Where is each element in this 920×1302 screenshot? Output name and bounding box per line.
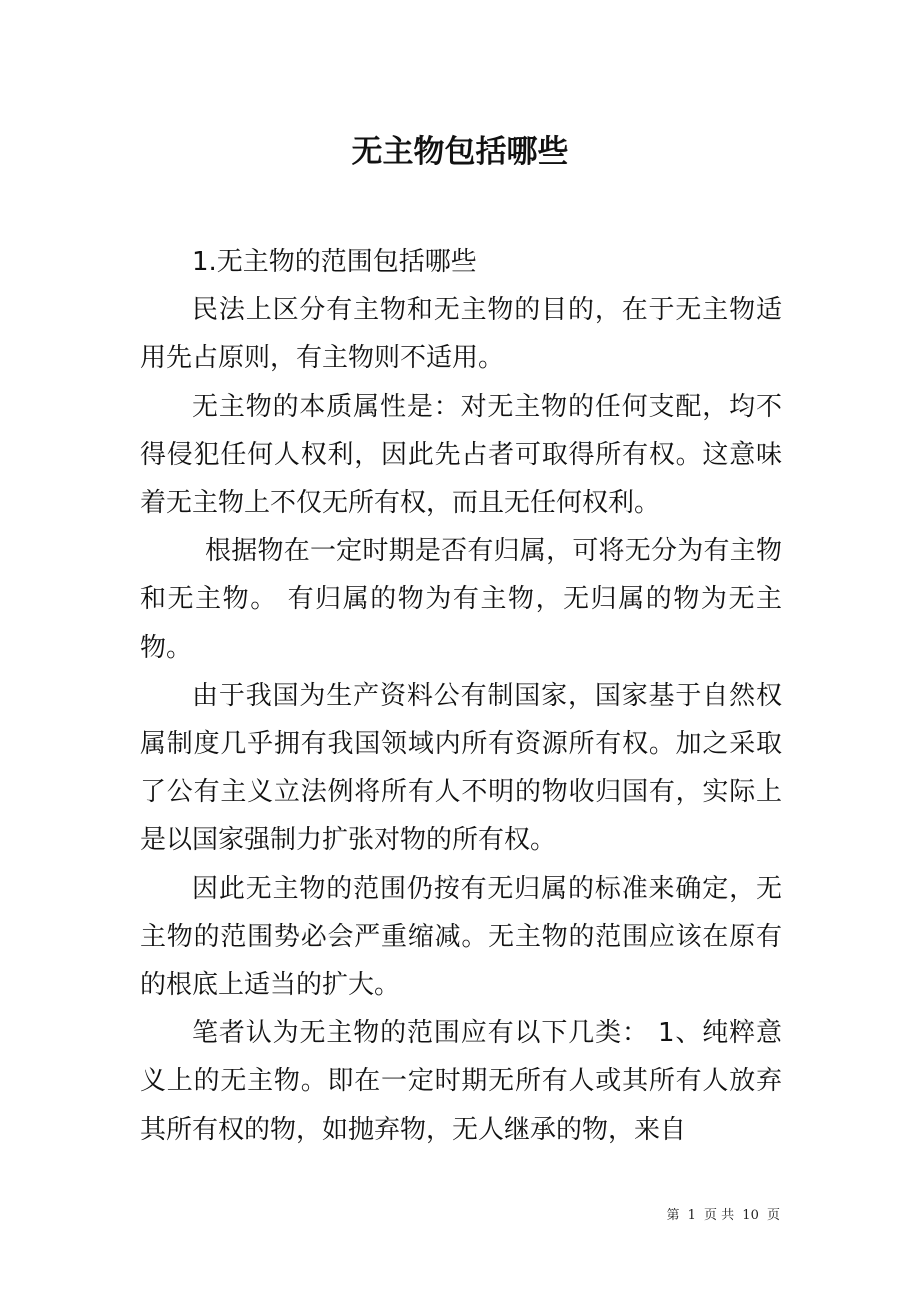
page-label-prefix: 第 xyxy=(666,1208,680,1223)
page-label-mid: 页 共 xyxy=(704,1208,735,1223)
paragraph-state-ownership: 由于我国为生产资料公有制国家，国家基于自然权属制度几乎拥有我国领域内所有资源所有权。加之采取了公有主义立法例将所有人不明的物收归国有，实际上是以国家强制力扩张对物的所有权。 xyxy=(140,680,782,856)
page-label-suffix: 页 xyxy=(766,1208,780,1223)
paragraph-classification: 根据物在一定时期是否有归属，可将无分为有主物和无主物。 有归属的物为有主物，无归属的物为无主物。 xyxy=(140,536,782,663)
total-pages-number: 10 xyxy=(742,1208,759,1223)
paragraph-purpose: 民法上区分有主物和无主物的目的，在于无主物适用先占原则，有主物则不适用。 xyxy=(140,295,782,374)
paragraph-scope-reduction: 因此无主物的范围仍按有无归属的标准来确定，无主物的范围势必会严重缩减。无主物的范围应该在原有的根底上适当的扩大。 xyxy=(140,873,782,1001)
paragraph-author-categories: 笔者认为无主物的范围应有以下几类： 1、纯粹意义上的无主物。即在一定时期无所有人或其所有人放弃其所有权的物，如抛弃物，无人继承的物，来自 xyxy=(140,1018,782,1145)
document-body xyxy=(140,238,782,1154)
paragraph-section-heading: 1.无主物的范围包括哪些 xyxy=(192,247,477,277)
document-title: 无主物包括哪些 xyxy=(351,134,569,170)
paragraph-essential-attribute: 无主物的本质属性是：对无主物的任何支配，均不得侵犯任何人权利，因此先占者可取得所有权。这意味着无主物上不仅无所有权，而且无任何权利。 xyxy=(140,391,782,519)
current-page-number: 1 xyxy=(687,1208,696,1223)
page-number-footer xyxy=(0,1206,782,1226)
